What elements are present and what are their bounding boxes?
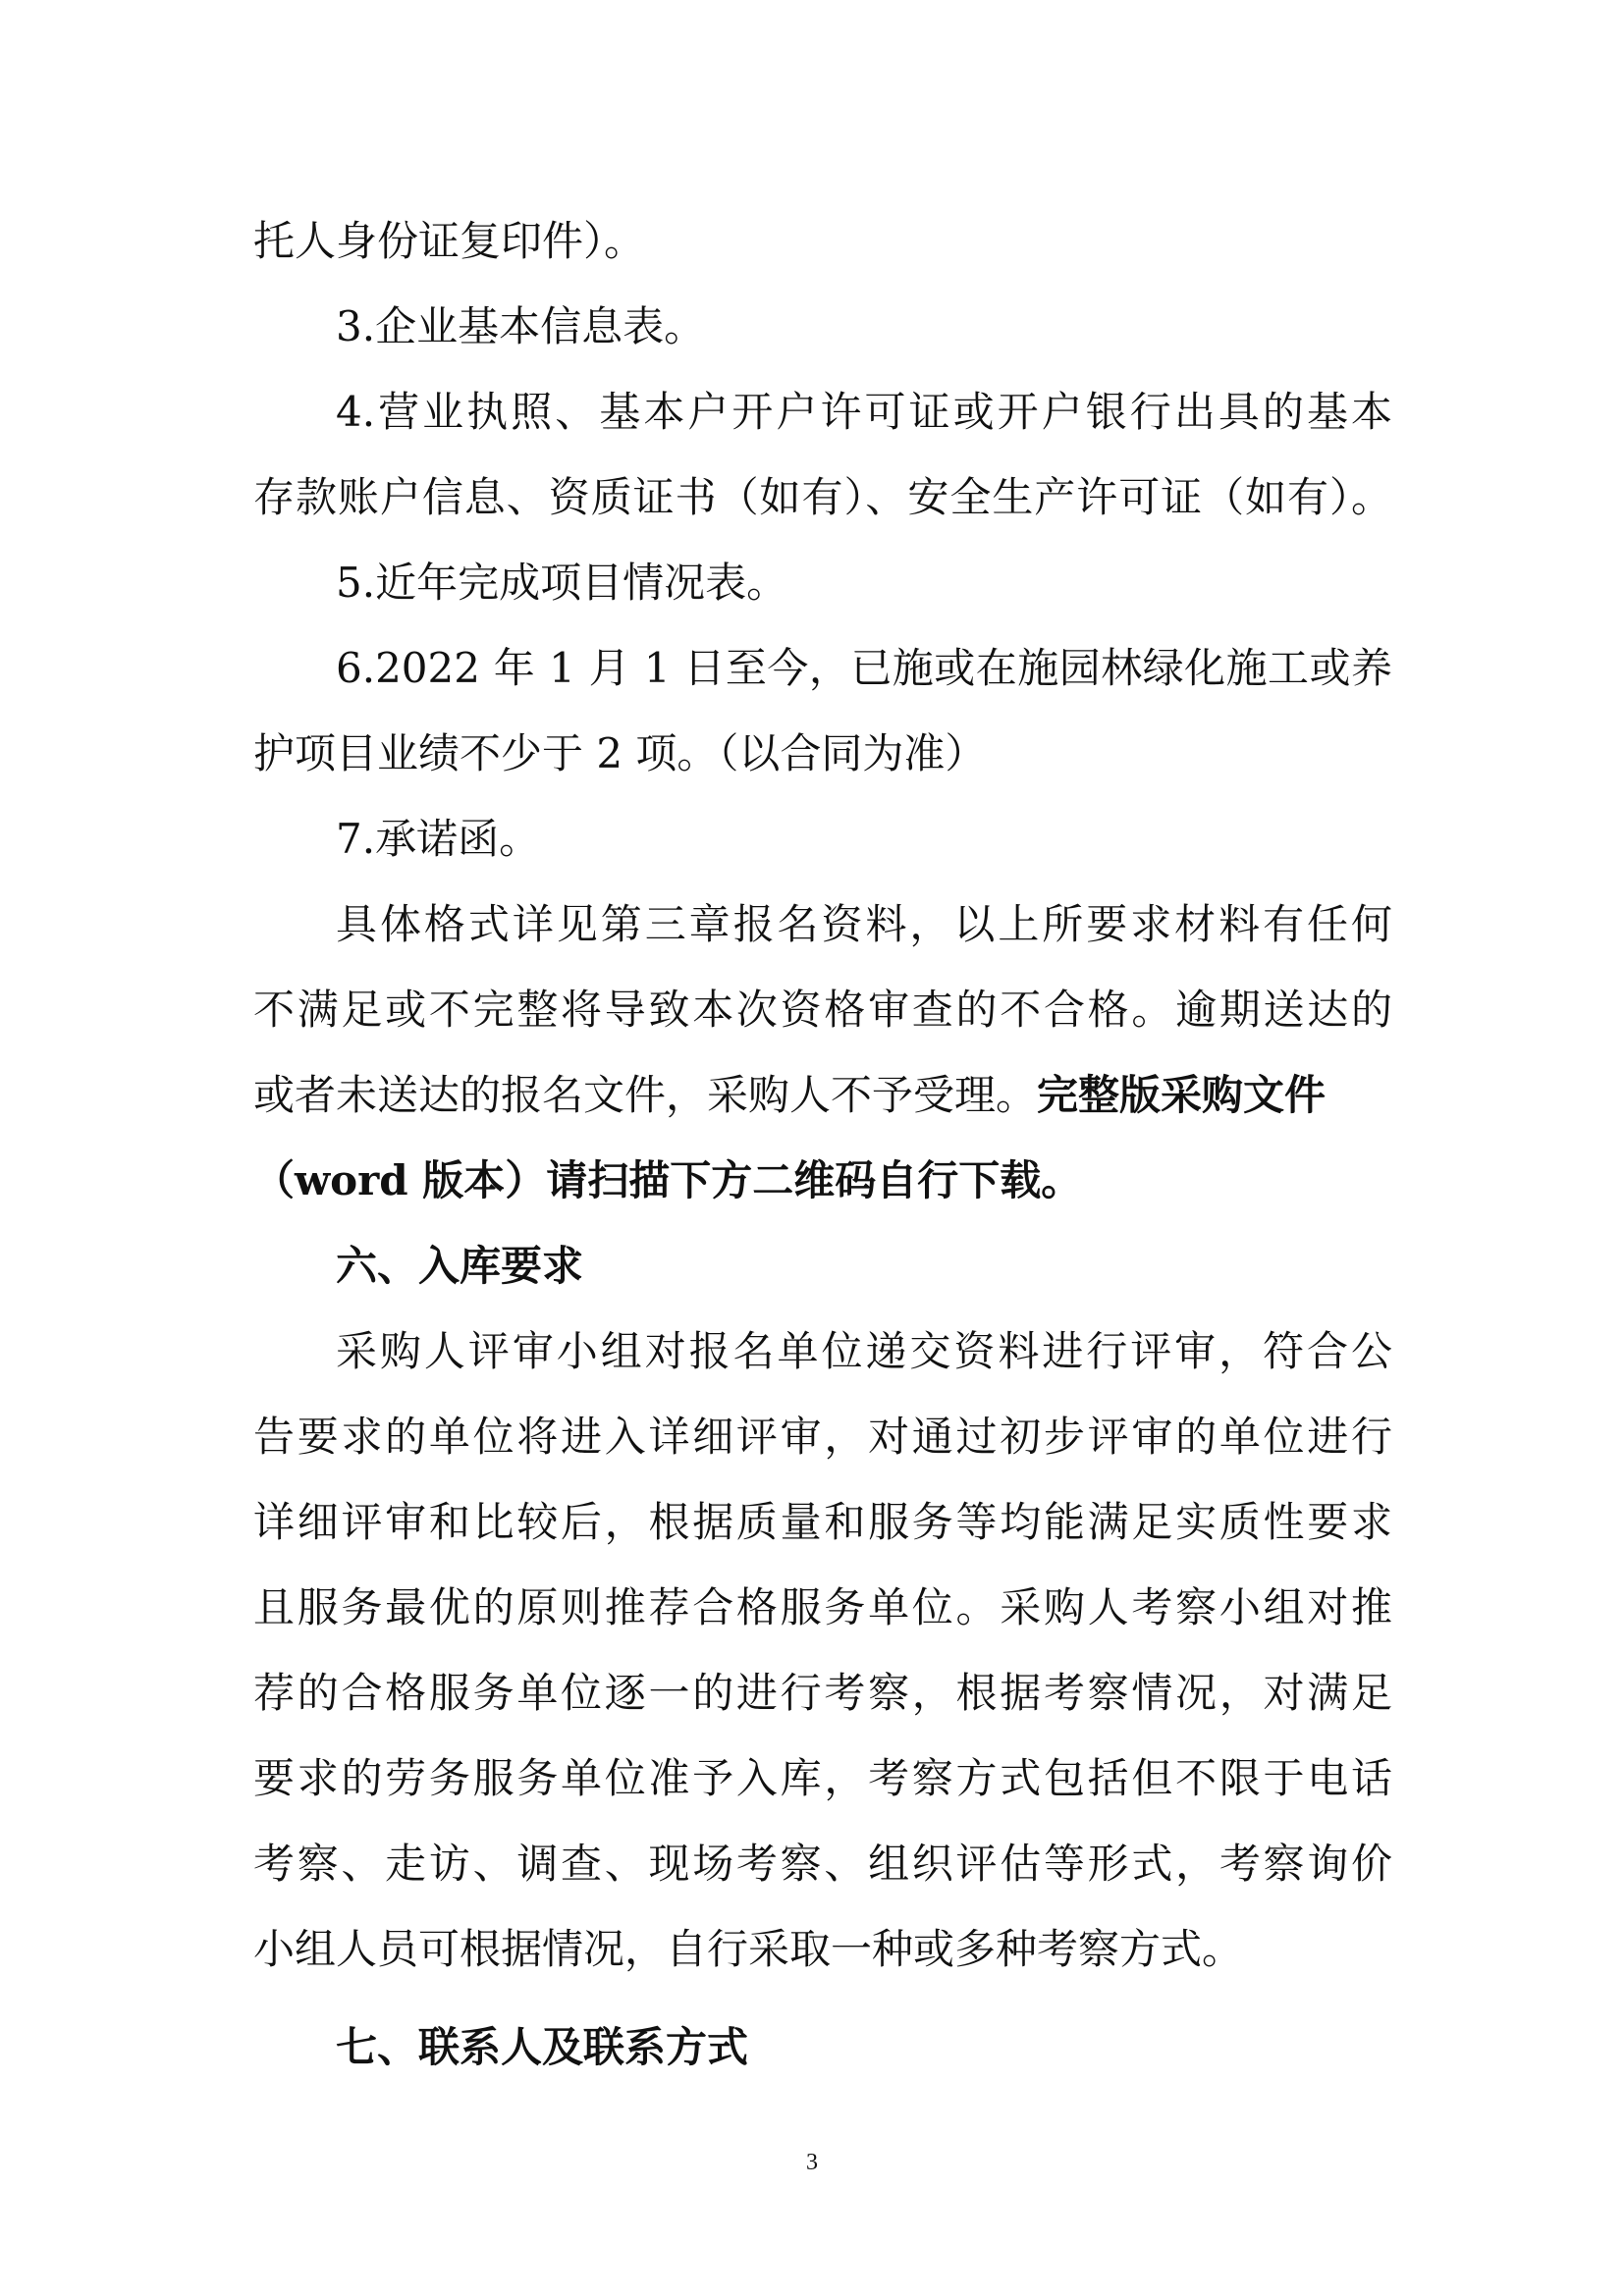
- paragraph-line: 小组人员可根据情况，自行采取一种或多种考察方式。: [253, 1925, 1244, 1973]
- text-line: 护项目业绩不少于 2 项。（以合同为准）: [253, 729, 987, 777]
- paragraph-line: 荐的合格服务单位逐一的进行考察，根据考察情况，对满足: [253, 1669, 1392, 1717]
- paragraph-line: [253, 1066, 1392, 1125]
- bold-download-note: 完整版采购文件: [1037, 1071, 1326, 1119]
- paragraph-line: 采购人评审小组对报名单位递交资料进行评审，符合公: [336, 1327, 1392, 1375]
- list-item-7: 7.承诺函。: [336, 815, 541, 863]
- paragraph-line: 具体格式详见第三章报名资料，以上所要求材料有任何: [336, 900, 1392, 948]
- text-line: 存款账户信息、资质证书（如有）、安全生产许可证（如有）。: [253, 473, 1392, 521]
- paragraph-line: 考察、走访、调查、现场考察、组织评估等形式，考察询价: [253, 1840, 1392, 1888]
- list-item-5: 5.近年完成项目情况表。: [336, 559, 788, 607]
- paragraph-line: 且服务最优的原则推荐合格服务单位。采购人考察小组对推: [253, 1583, 1392, 1631]
- page-number: 3: [806, 2150, 818, 2175]
- paragraph-line: 详细评审和比较后，根据质量和服务等均能满足实质性要求: [253, 1498, 1392, 1546]
- list-item-6: 6.2022 年 1 月 1 日至今，已施或在施园林绿化施工或养: [336, 644, 1392, 692]
- paragraph-line: 不满足或不完整将导致本次资格审查的不合格。逾期送达的: [253, 986, 1392, 1034]
- paragraph-text: 或者未送达的报名文件，采购人不予受理。: [253, 1071, 1038, 1119]
- paragraph-line: 要求的劳务服务单位准予入库，考察方式包括但不限于电话: [253, 1754, 1392, 1802]
- text-line: 托人身份证复印件）。: [253, 217, 646, 265]
- section-heading-7: 七、联系人及联系方式: [336, 2023, 749, 2071]
- list-item-3: 3.企业基本信息表。: [336, 302, 706, 350]
- paragraph-line: 告要求的单位将进入详细评审，对通过初步评审的单位进行: [253, 1413, 1392, 1461]
- bold-download-note: （word 版本）请扫描下方二维码自行下载。: [253, 1156, 1083, 1204]
- list-item-4: 4.营业执照、基本户开户许可证或开户银行出具的基本: [336, 388, 1392, 436]
- section-heading-6: 六、入库要求: [336, 1242, 584, 1290]
